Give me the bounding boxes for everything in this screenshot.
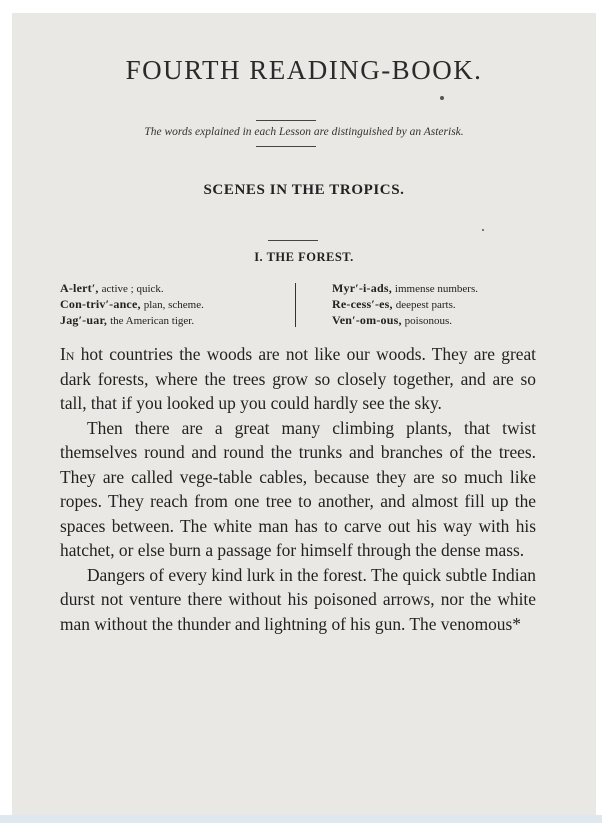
glossary-entry [332, 297, 582, 313]
glossary-definition: active ; quick. [101, 283, 164, 295]
glossary-definition: plan, scheme. [143, 299, 204, 311]
glossary-term: Jag′-uar, [60, 313, 108, 327]
ornament-rule-top [256, 120, 316, 121]
glossary-definition: immense numbers. [394, 283, 479, 295]
paragraph-1 [60, 342, 536, 416]
book-title: FOURTH READING-BOOK. [125, 55, 483, 85]
ornament-rule-bottom [256, 146, 316, 147]
glossary-term: Re-cess′-es, [332, 297, 393, 311]
ink-speck [440, 96, 444, 100]
glossary-definition: the American tiger. [110, 315, 195, 327]
section-rule [268, 240, 318, 241]
section-title: SCENES IN THE TROPICS. [203, 182, 405, 198]
glossary-term: Con-triv′-ance, [60, 297, 141, 311]
glossary-entry [332, 313, 582, 329]
glossary-term: Ven′-om-ous, [332, 313, 402, 327]
asterisk-note: The words explained in each Lesson are distinguished by an Asterisk. [144, 126, 464, 138]
glossary-term: Myr′-i-ads, [332, 281, 392, 295]
glossary-entry [332, 281, 582, 297]
paragraph-1-text: hot countries the woods are not like our woods. They are great dark forests, where the trees grow so closely together, and are so tall, that if you looked up you could hardly see the sky. [60, 344, 536, 413]
ink-speck [482, 229, 484, 231]
paragraph-3: Dangers of every kind lurk in the forest. The quick subtle Indian durst not venture there without his poisoned arrows, nor the white man without the thunder and lightning of his gun. The venomous* [60, 564, 536, 634]
glossary-left [60, 281, 296, 329]
glossary-right [332, 281, 582, 329]
glossary-entry [60, 297, 296, 313]
glossary-divider [295, 283, 296, 327]
lesson-title: I. THE FOREST. [254, 250, 354, 264]
book-page [12, 13, 596, 815]
paragraph-2: Then there are a great many climbing plants, that twist themselves round and round the trunks and branches of the trees. They are called vege-table cables, because they are so much like ropes. They reach from one tree to another, and almost fill up the spaces between. The white man has to carve out his way with his hatchet, or else burn a passage for himself through the dense mass. [60, 417, 536, 560]
glossary-entry [60, 313, 296, 329]
viewer-bottom-bar [0, 815, 602, 823]
lesson-body [60, 342, 536, 636]
glossary-definition: poisonous. [404, 315, 453, 327]
glossary-term: A-lert′, [60, 281, 99, 295]
glossary-entry [60, 281, 296, 297]
drop-lead-word: In [60, 344, 75, 364]
glossary-definition: deepest parts. [395, 299, 456, 311]
